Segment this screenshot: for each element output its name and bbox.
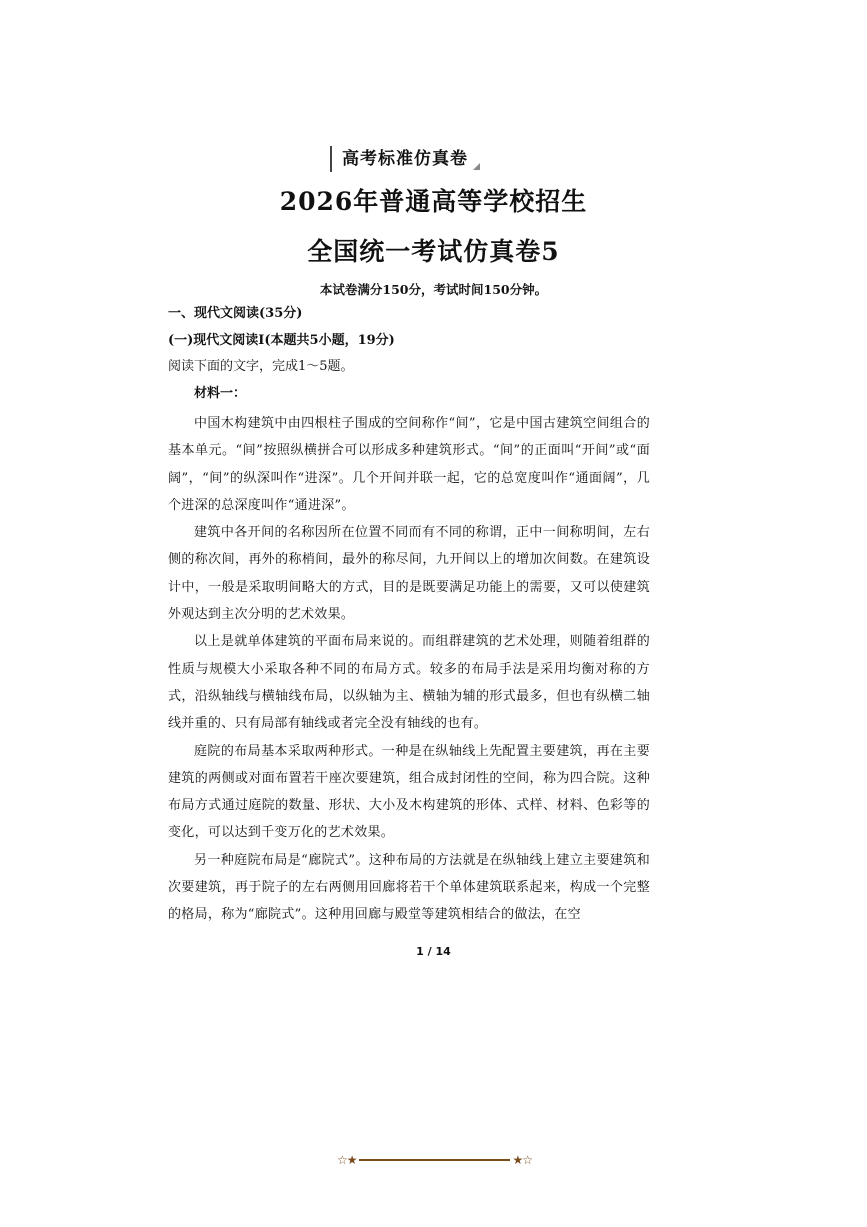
material-label: 材料一：	[194, 386, 247, 401]
footer-star-icon-right: ★☆	[512, 1153, 532, 1167]
title-line-1: 2026年普通高等学校招生	[279, 187, 588, 216]
passage-paragraph: 以上是就单体建筑的平面布局来说的。而组群建筑的艺术处理，则随着组群的性质与规模大小采取各种不同的布局方式。较多的布局手法是采用均衡对称的方式，沿纵轴线与横轴线布局，以纵轴为主、横轴为辅的形式最多，但也有纵横二轴线并重的、只有局部有轴线或者完全没有轴线的也有。	[168, 634, 650, 732]
footer-star-icon-left: ☆★	[337, 1153, 357, 1167]
exam-info: 本试卷满分150分，考试时间150分钟。	[319, 282, 548, 297]
reading-instruction: 阅读下面的文字，完成1～5题。	[168, 359, 354, 374]
footer-rule	[359, 1159, 511, 1161]
page-number: 1 / 14	[416, 945, 451, 958]
title-line-2: 全国统一考试仿真卷5	[307, 237, 560, 266]
reading-passage	[168, 410, 650, 929]
footer-ornament	[337, 1151, 532, 1169]
badge-corner-mark	[473, 163, 480, 170]
passage-paragraph: 中国木构建筑中由四根柱子围成的空间称作“间”，它是中国古建筑空间组合的基本单元。“间”按照纵横拼合可以形成多种建筑形式。“间”的正面叫“开间”或“面阔”，“间”的纵深叫作“进深”。几个开间并联一起，它的总宽度叫作“通面阔”，几个进深的总深度叫作“通进深”。	[168, 416, 650, 513]
passage-paragraph: 另一种庭院布局是“廊院式”。这种布局的方法就是在纵轴线上建立主要建筑和次要建筑，再于院子的左右两侧用回廊将若干个单体建筑联系起来，构成一个完整的格局，称为“廊院式”。这种用回廊与殿堂等建筑相结合的做法，在空	[168, 852, 650, 923]
exam-badge-label: 高考标准仿真卷	[342, 149, 468, 169]
passage-paragraph: 庭院的布局基本采取两种形式。一种是在纵轴线上先配置主要建筑，再在主要建筑的两侧或对面布置若干座次要建筑，组合成封闭性的空间，称为四合院。这种布局方式通过庭院的数量、形状、大小及木构建筑的形体、式样、材料、色彩等的变化，可以达到千变万化的艺术效果。	[168, 743, 650, 841]
passage-paragraph: 建筑中各开间的名称因所在位置不同而有不同的称谓，正中一间称明间，左右侧的称次间，再外的称梢间，最外的称尽间，九开间以上的增加次间数。在建筑设计中，一般是采取明间略大的方式，目的是既要满足功能上的需要，又可以使建筑外观达到主次分明的艺术效果。	[168, 525, 650, 623]
section-subheading: (一)现代文阅读Ⅰ(本题共5小题，19分)	[168, 333, 395, 348]
exam-badge	[330, 146, 480, 172]
section-heading: 一、现代文阅读(35分)	[168, 306, 303, 321]
